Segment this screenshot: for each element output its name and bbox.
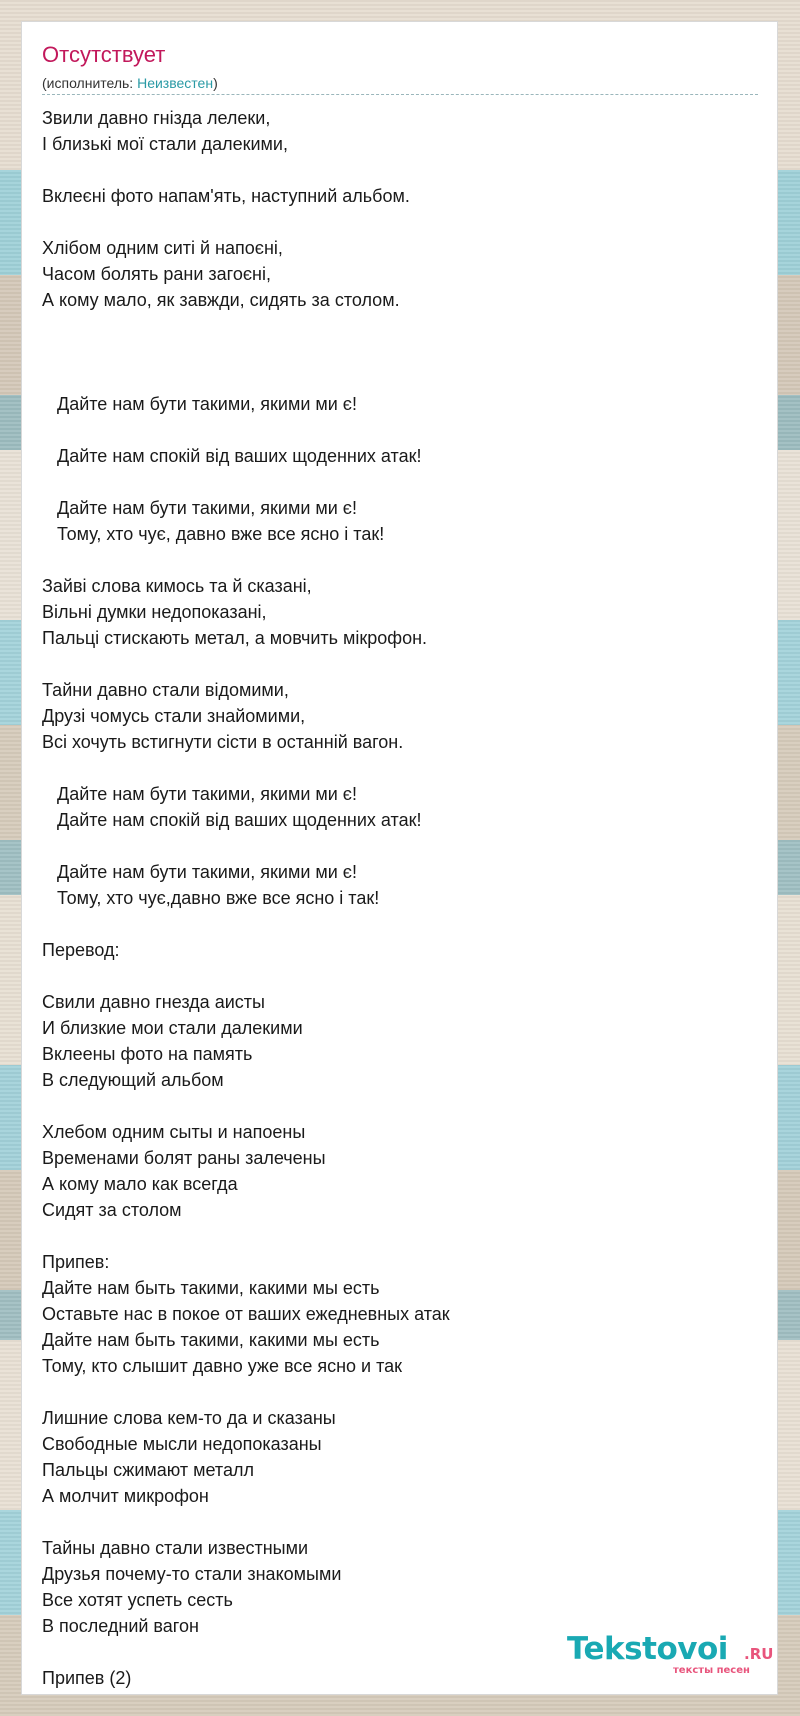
lyric-line: Хлебом одним сыты и напоены	[42, 1122, 306, 1142]
lyric-line: Дайте нам спокій від ваших щоденних атак!	[42, 446, 422, 466]
lyric-line: Тому, кто слышит давно уже все ясно и так	[42, 1356, 403, 1376]
lyric-line: В последний вагон	[42, 1616, 199, 1636]
lyric-blank-line	[42, 1223, 758, 1249]
artist-suffix: )	[213, 75, 218, 91]
lyric-line: Свободные мысли недопоказаны	[42, 1434, 322, 1454]
lyric-line: Часом болять рани загоєні,	[42, 264, 271, 284]
lyric-blank-line	[42, 833, 758, 859]
artist-line	[42, 74, 218, 92]
lyric-line: Вклеены фото на память	[42, 1044, 253, 1064]
lyric-blank-line	[42, 417, 758, 443]
lyric-blank-line	[42, 1509, 758, 1535]
lyric-line: Дайте нам быть такими, какими мы есть	[42, 1278, 380, 1298]
lyric-line: Все хотят успеть сесть	[42, 1590, 233, 1610]
lyric-line: І близькі мої стали далекими,	[42, 134, 288, 154]
lyric-blank-line	[42, 365, 758, 391]
lyric-blank-line	[42, 469, 758, 495]
lyric-blank-line	[42, 209, 758, 235]
lyric-line: Пальцы сжимают металл	[42, 1460, 254, 1480]
lyric-line: Дайте нам быть такими, какими мы есть	[42, 1330, 380, 1350]
lyric-blank-line	[42, 911, 758, 937]
lyric-line: Тому, хто чує,давно вже все ясно і так!	[42, 888, 380, 908]
lyric-line: Тайны давно стали известными	[42, 1538, 309, 1558]
lyric-line: Всі хочуть встигнути сісти в останній вагон.	[42, 732, 404, 752]
site-logo[interactable]	[567, 1631, 777, 1681]
lyric-line: Дайте нам бути такими, якими ми є!	[42, 862, 357, 882]
lyric-line: Перевод:	[42, 940, 120, 960]
lyric-line: Пальці стискають метал, а мовчить мікрофон.	[42, 628, 428, 648]
lyric-line: Временами болят раны залечены	[42, 1148, 326, 1168]
song-title: Отсутствует	[42, 42, 166, 67]
lyric-line: Оставьте нас в покое от ваших ежедневных атак	[42, 1304, 450, 1324]
lyric-line: Дайте нам бути такими, якими ми є!	[42, 498, 357, 518]
lyric-line: Друзья почему-то стали знакомыми	[42, 1564, 342, 1584]
lyric-line: Вклеєні фото напам'ять, наступний альбом.	[42, 186, 410, 206]
lyrics-text	[42, 105, 758, 1691]
logo-tagline: тексты песен	[673, 1665, 750, 1676]
lyric-line: А кому мало, як завжди, сидять за столом.	[42, 290, 400, 310]
lyric-line: Хлібом одним ситі й напоєні,	[42, 238, 283, 258]
lyric-blank-line	[42, 1093, 758, 1119]
lyric-line: Вільні думки недопоказані,	[42, 602, 267, 622]
lyric-blank-line	[42, 339, 758, 365]
lyric-blank-line	[42, 651, 758, 677]
lyrics-card	[21, 21, 778, 1695]
lyric-line: Сидят за столом	[42, 1200, 182, 1220]
lyric-line: В следующий альбом	[42, 1070, 224, 1090]
lyric-line: Зайві слова кимось та й сказані,	[42, 576, 312, 596]
lyric-line: Дайте нам спокій від ваших щоденних атак!	[42, 810, 422, 830]
lyric-line: Дайте нам бути такими, якими ми є!	[42, 394, 357, 414]
lyric-line: Тому, хто чує, давно вже все ясно і так!	[42, 524, 385, 544]
logo-tld: .RU	[744, 1645, 774, 1663]
lyric-line: Свили давно гнезда аисты	[42, 992, 265, 1012]
lyric-line: Дайте нам бути такими, якими ми є!	[42, 784, 357, 804]
lyric-line: Лишние слова кем-то да и сказаны	[42, 1408, 336, 1428]
lyric-blank-line	[42, 157, 758, 183]
lyric-line: Припев:	[42, 1252, 110, 1272]
lyric-blank-line	[42, 313, 758, 339]
logo-name: Tekstovoi	[567, 1631, 728, 1667]
title-divider	[42, 94, 758, 95]
lyric-line: Звили давно гнізда лелеки,	[42, 108, 271, 128]
lyric-blank-line	[42, 1379, 758, 1405]
artist-prefix: (исполнитель:	[42, 75, 138, 91]
lyric-blank-line	[42, 547, 758, 573]
lyric-line: А кому мало как всегда	[42, 1174, 238, 1194]
artist-link[interactable]: Неизвестен	[137, 75, 214, 91]
lyric-line: Тайни давно стали відомими,	[42, 680, 289, 700]
lyric-blank-line	[42, 755, 758, 781]
lyric-line: Друзі чомусь стали знайомими,	[42, 706, 306, 726]
lyric-line: Припев (2)	[42, 1668, 132, 1688]
lyric-line: И близкие мои стали далекими	[42, 1018, 303, 1038]
lyric-blank-line	[42, 963, 758, 989]
lyric-line: А молчит микрофон	[42, 1486, 209, 1506]
